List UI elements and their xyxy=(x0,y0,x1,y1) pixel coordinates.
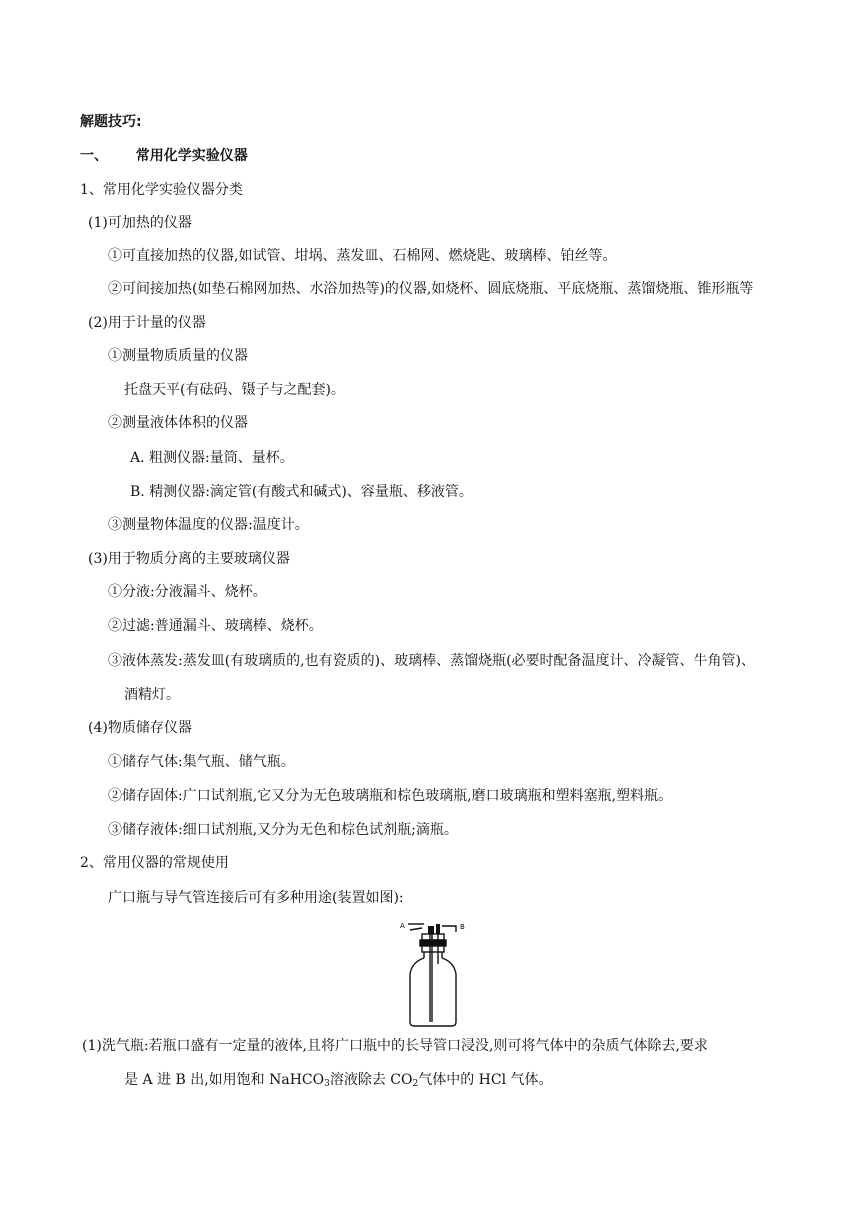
item-2-c: ③测量物体温度的仪器:温度计。 xyxy=(108,517,309,533)
item-1-a: ①可直接加热的仪器,如试管、坩埚、蒸发皿、石棉网、燃烧匙、玻璃棒、铂丝等。 xyxy=(108,248,617,264)
item-3-a: ①分液:分液漏斗、烧杯。 xyxy=(108,584,267,600)
item-4-title: (4)物质储存仪器 xyxy=(88,720,192,736)
subsection-1-title: 1、常用化学实验仪器分类 xyxy=(80,182,243,198)
wash-bottle-line-1: (1)洗气瓶:若瓶口盛有一定量的液体,且将广口瓶中的长导管口浸没,则可将气体中的杂质气体除去,要求 xyxy=(82,1038,708,1054)
item-3-c-continued: 酒精灯。 xyxy=(124,687,180,703)
subscript-2: 2 xyxy=(412,1079,419,1089)
subsection-2-title: 2、常用仪器的常规使用 xyxy=(80,855,229,871)
page-heading: 解题技巧: xyxy=(80,114,142,130)
figure-label-a: A xyxy=(400,922,405,930)
item-1-b: ②可间接加热(如垫石棉网加热、水浴加热等)的仪器,如烧杯、圆底烧瓶、平底烧瓶、蒸馏烧瓶、锥形瓶等 xyxy=(108,281,754,297)
item-1-title: (1)可加热的仪器 xyxy=(88,215,192,231)
section-1-heading xyxy=(80,146,248,166)
item-3-b: ②过滤:普通漏斗、玻璃棒、烧杯。 xyxy=(108,618,323,634)
item-2-a-detail: 托盘天平(有砝码、镊子与之配套)。 xyxy=(124,382,345,398)
wash-text-3: 气体中的 HCl 气体。 xyxy=(418,1072,553,1088)
item-2-b-b: B. 精测仪器:滴定管(有酸式和碱式)、容量瓶、移液管。 xyxy=(130,484,473,500)
wash-text-1: 是 A 进 B 出,如用饱和 NaHCO xyxy=(124,1072,325,1088)
item-3-title: (3)用于物质分离的主要玻璃仪器 xyxy=(88,551,290,567)
wash-bottle-line-2 xyxy=(124,1070,553,1090)
item-2-b-a: A. 粗测仪器:量筒、量杯。 xyxy=(130,450,294,466)
item-4-c: ③储存液体:细口试剂瓶,又分为无色和棕色试剂瓶;滴瓶。 xyxy=(108,822,458,838)
figure-label-b: B xyxy=(460,923,465,931)
item-2-title: (2)用于计量的仪器 xyxy=(88,315,206,331)
wash-text-2: 溶液除去 CO xyxy=(329,1072,413,1088)
section-1-marker: 一、 xyxy=(80,148,108,164)
item-2-a: ①测量物质质量的仪器 xyxy=(108,348,248,364)
item-4-a: ①储存气体:集气瓶、储气瓶。 xyxy=(108,754,295,770)
item-4-b: ②储存固体:广口试剂瓶,它又分为无色玻璃瓶和棕色玻璃瓶,磨口玻璃瓶和塑料塞瓶,塑料瓶。 xyxy=(108,788,673,804)
item-2-b: ②测量液体体积的仪器 xyxy=(108,415,248,431)
subsection-2-intro: 广口瓶与导气管连接后可有多种用途(装置如图): xyxy=(108,890,404,906)
subscript-3: 3 xyxy=(324,1079,330,1089)
item-3-c: ③液体蒸发:蒸发皿(有玻璃质的,也有瓷质的)、玻璃棒、蒸馏烧瓶(必要时配备温度计、冷凝管、牛角管)、 xyxy=(108,653,756,669)
section-1-title: 常用化学实验仪器 xyxy=(135,148,248,164)
gas-washing-bottle-figure xyxy=(398,918,468,1030)
